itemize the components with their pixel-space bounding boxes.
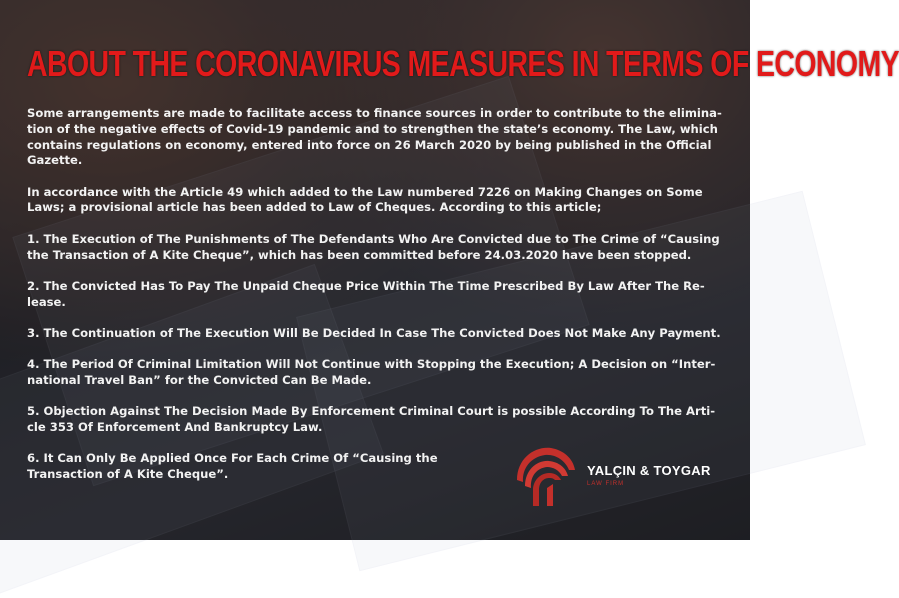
paragraph-article-49: In accordance with the Article 49 which added to the Law numbered 7226 on Making Changes on Some Laws; a provisional article has been added to Law of Cheques. According to this article; xyxy=(27,184,703,215)
firm-name: YALÇIN & TOYGAR xyxy=(587,463,711,478)
list-item-1: 1. The Execution of The Punishments of The Defendants Who Are Convicted due to The Crime of “Causing the Transaction of A Kite Cheque”, which has been committed before 24.03.2020 have been stopped. xyxy=(27,231,720,262)
list-item-6: 6. It Can Only Be Applied Once For Each Crime Of “Causing the Transaction of A Kite Cheque”. xyxy=(27,451,438,482)
firm-subtitle: LAW FIRM xyxy=(587,481,625,487)
paragraph-intro: Some arrangements are made to facilitate access to finance sources in order to contribute to the elimina-tion of the negative effects of Covid-19 pandemic and to strengthen the state’s economy. The Law, which contains regulations on economy, entered into force on 26 March 2020 by being published in the Official Gazette. xyxy=(27,106,722,168)
poster-title: ABOUT THE CORONAVIRUS MEASURES IN TERMS OF ECONOMY xyxy=(27,44,899,85)
firm-logo xyxy=(511,440,711,510)
yt-logo-mark-icon xyxy=(511,440,579,510)
list-item-3: 3. The Continuation of The Execution Will Be Decided In Case The Convicted Does Not Make Any Payment. xyxy=(27,325,721,340)
list-item-2: 2. The Convicted Has To Pay The Unpaid Cheque Price Within The Time Prescribed By Law After The Re-lease. xyxy=(27,278,705,309)
list-item-4: 4. The Period Of Criminal Limitation Will Not Continue with Stopping the Execution; A Decision on “Inter-national Travel Ban” for the Convicted Can Be Made. xyxy=(27,357,716,388)
list-item-5: 5. Objection Against The Decision Made By Enforcement Criminal Court is possible According To The Arti-cle 353 Of Enforcement And Bankruptcy Law. xyxy=(27,404,716,435)
